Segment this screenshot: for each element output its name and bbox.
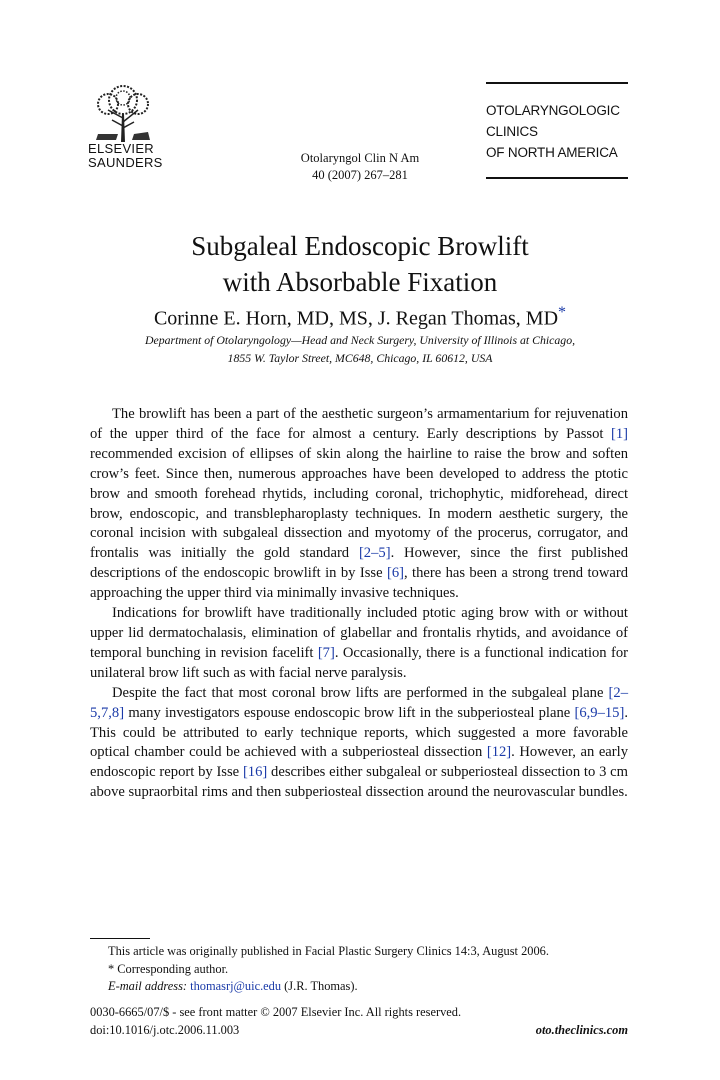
author-list <box>90 300 630 332</box>
front-matter <box>90 1004 628 1039</box>
paragraph-1 <box>90 405 628 604</box>
citation-ref[interactable]: [12] <box>486 744 512 761</box>
citation-ref[interactable]: [6] <box>386 565 404 582</box>
citation-ref[interactable]: [7] <box>317 644 335 661</box>
citation-ref[interactable]: [6,9–15] <box>574 704 625 721</box>
brand-rule-bottom <box>486 177 628 179</box>
publisher-name: ELSEVIER <box>88 141 154 156</box>
text-run: . Occasionally, there is a functional indication for unilateral brow lift such as with facial nerve paralysis. <box>90 644 629 681</box>
citation-ref[interactable]: [2–5] <box>358 545 391 562</box>
footnote-rule <box>90 938 150 939</box>
footnote-email <box>108 978 628 996</box>
authors: Corinne E. Horn, MD, MS, J. Regan Thomas, MD <box>153 307 559 330</box>
article-title <box>90 228 630 300</box>
text-run: describes either subgaleal or subperiosteal dissection to 3 cm above supraorbital rims and then subperiosteal dissection around the neurovascular bundles. <box>90 764 628 801</box>
affiliation-line-2: 1855 W. Taylor Street, MC648, Chicago, IL 60612, USA <box>227 351 493 365</box>
text-run: . However, since the first published descriptions of the endoscopic browlift in by Isse <box>90 545 628 582</box>
email-owner: (J.R. Thomas). <box>281 979 358 993</box>
elsevier-logo <box>88 84 163 170</box>
footnotes <box>108 943 628 996</box>
volume-pages: 40 (2007) 267–281 <box>312 168 408 182</box>
email-label: E-mail address: <box>108 979 188 993</box>
affiliation <box>90 331 630 367</box>
citation-ref[interactable]: [1] <box>610 425 628 442</box>
journal-citation <box>260 150 460 184</box>
email-link[interactable]: thomasrj@uic.edu <box>190 979 282 993</box>
text-run: Indications for browlift have traditionally included ptotic aging brow with or without upper lid dermatochalasis, elimination of glabellar and frontalis rhytids, and avoidance of temporal bunching in revision facelift <box>90 605 628 661</box>
title-line-2: with Absorbable Fixation <box>222 267 498 297</box>
elsevier-tree-icon <box>88 84 158 142</box>
citation-ref[interactable]: [2–5,7,8] <box>90 684 628 721</box>
article-body <box>90 405 628 803</box>
text-run: . This could be attributed to early technique reports, which suggested a more favorable optical chamber could be achieved with a subperiosteal dissection <box>90 704 628 761</box>
brand-line-1: OTOLARYNGOLOGIC <box>486 103 620 118</box>
footnote-original-publication: This article was originally published in Facial Plastic Surgery Clinics 14:3, August 2006. <box>108 944 549 958</box>
affiliation-line-1: Department of Otolaryngology—Head and Neck Surgery, University of Illinois at Chicago, <box>144 333 576 347</box>
journal-brand <box>486 82 628 179</box>
title-line-1: Subgaleal Endoscopic Browlift <box>191 231 529 261</box>
text-run: , there has been a strong trend toward approaching the upper third via minimally invasive techniques. <box>90 565 629 602</box>
text-run: The browlift has been a part of the aesthetic surgeon’s armamentarium for rejuvenation of the upper third of the face for almost a century. Early descriptions by Passot <box>90 406 628 442</box>
brand-line-3: OF NORTH AMERICA <box>486 145 618 160</box>
text-run: many investigators espouse endoscopic brow lift in the subperiosteal plane <box>124 704 575 721</box>
doi[interactable]: doi:10.1016/j.otc.2006.11.003 <box>90 1022 240 1037</box>
copyright-line: 0030-6665/07/$ - see front matter © 2007 Elsevier Inc. All rights reserved. <box>90 1005 462 1019</box>
footnote-corresponding: * Corresponding author. <box>108 961 229 976</box>
paragraph-2 <box>90 604 628 684</box>
text-run: Despite the fact that most coronal brow lifts are performed in the subgaleal plane <box>112 684 609 701</box>
journal-abbrev: Otolaryngol Clin N Am <box>300 151 420 165</box>
citation-ref[interactable]: [16] <box>242 764 268 781</box>
publisher-imprint: SAUNDERS <box>88 155 163 170</box>
text-run: recommended excision of ellipses of skin along the hairline to raise the brow and soften crow’s feet. Since then, numerous approaches have been developed to address the ptotic brow and smooth forehead rhytids, including coronal, trichophytic, midforehead, direct brow, endoscopic, and transblepharoplasty techniques. In modern aesthetic surgery, the coronal incision with subgaleal dissection and myotomy of the procerus, corrugator, and frontalis was initially the gold standard <box>90 445 628 562</box>
brand-line-2: CLINICS <box>486 124 538 139</box>
brand-rule-top <box>486 82 628 84</box>
paragraph-3 <box>90 684 628 803</box>
journal-site-link[interactable]: oto.theclinics.com <box>535 1022 628 1037</box>
corresponding-author-mark[interactable]: * <box>558 304 567 321</box>
text-run: . However, an early endoscopic report by Isse <box>90 744 628 781</box>
